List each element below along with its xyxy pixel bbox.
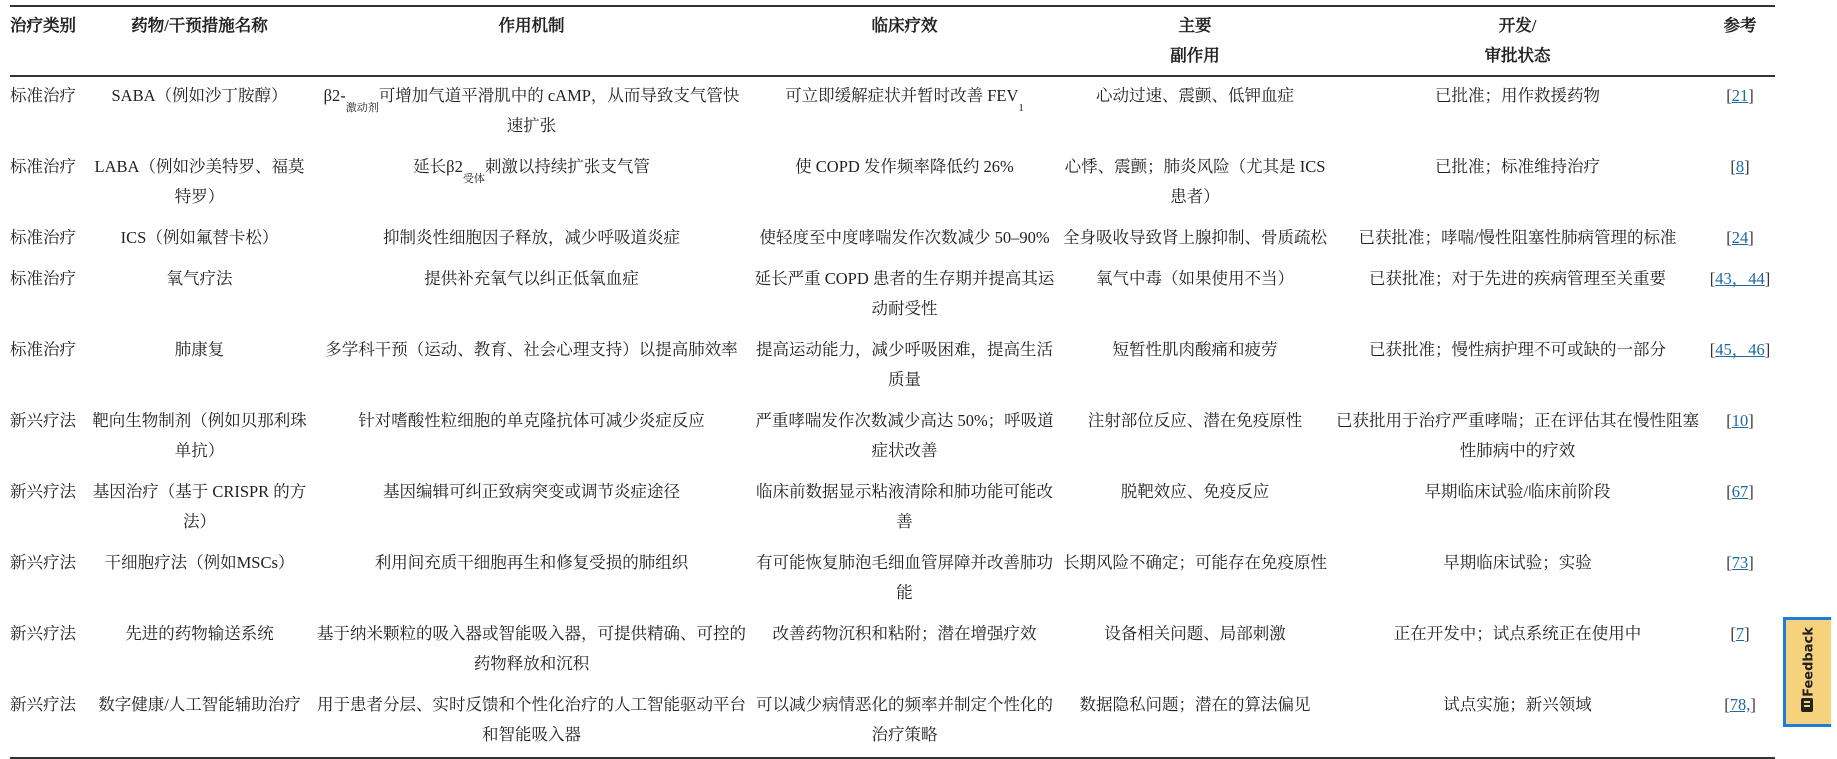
ref-bracket-open: [ (1726, 86, 1732, 105)
reference-link[interactable]: 67 (1731, 482, 1749, 501)
cell-category (10, 402, 85, 473)
name-text: SABA（例如沙丁胺醇） (111, 86, 288, 105)
efficacy-text: 有可能恢复肺泡毛细血管屏障并改善肺功能 (756, 553, 1053, 602)
cell-status (1330, 544, 1705, 615)
reference-link[interactable]: 7 (1735, 624, 1745, 643)
cell-side-effects (1060, 544, 1330, 615)
category-text: 标准治疗 (10, 157, 76, 176)
cell-status (1330, 402, 1705, 473)
status-text: 已批准；用作救援药物 (1435, 86, 1600, 105)
cell-side-effects (1060, 331, 1330, 402)
cell-reference (1705, 260, 1775, 331)
cell-reference (1705, 544, 1775, 615)
mechanism-subscript: 激动剂 (345, 102, 379, 114)
therapy-table (10, 5, 1775, 759)
cell-mechanism (314, 686, 749, 758)
mechanism-text-pre: β2- (323, 86, 346, 105)
side-effects-text: 长期风险不确定；可能存在免疫原性 (1063, 553, 1327, 572)
cell-mechanism (314, 473, 749, 544)
cell-side-effects (1060, 402, 1330, 473)
status-text: 正在开发中；试点系统正在使用中 (1393, 624, 1642, 643)
cell-reference (1705, 686, 1775, 758)
side-effects-text: 心悸、震颤；肺炎风险（尤其是 ICS 患者） (1064, 157, 1326, 206)
cell-reference (1705, 473, 1775, 544)
efficacy-text: 严重哮喘发作次数减少高达 50%；呼吸道症状改善 (755, 411, 1054, 460)
cell-efficacy (749, 686, 1060, 758)
efficacy-text: 提高运动能力，减少呼吸困难，提高生活质量 (756, 340, 1053, 389)
side-effects-text: 脱靶效应、免疫反应 (1120, 482, 1270, 501)
cell-status (1330, 219, 1705, 260)
cell-side-effects (1060, 219, 1330, 260)
cell-status (1330, 260, 1705, 331)
cell-mechanism (314, 544, 749, 615)
ref-bracket-open: [ (1726, 482, 1732, 501)
efficacy-text: 可立即缓解症状并暂时改善 FEV (785, 86, 1019, 105)
side-effects-text: 注射部位反应、潜在免疫原性 (1087, 411, 1303, 430)
name-text: 肺康复 (174, 340, 225, 359)
header-approval-status: 开发/ 审批状态 (1484, 16, 1551, 65)
cell-category (10, 686, 85, 758)
cell-status (1330, 473, 1705, 544)
reference-link[interactable]: 24 (1731, 228, 1749, 247)
mechanism-text: 提供补充氧气以纠正低氧血症 (424, 269, 639, 288)
feedback-button[interactable] (1783, 617, 1831, 727)
efficacy-subscript: 1 (1018, 102, 1024, 114)
cell-mechanism (314, 148, 749, 219)
cell-side-effects (1060, 260, 1330, 331)
cell-status (1330, 686, 1705, 758)
ref-bracket-open: [ (1724, 695, 1730, 714)
table-row (10, 331, 1775, 402)
cell-status (1330, 331, 1705, 402)
header-reference: 参考 (1723, 16, 1757, 35)
cell-category (10, 615, 85, 686)
cell-mechanism (314, 402, 749, 473)
cell-status (1330, 148, 1705, 219)
category-text: 新兴疗法 (10, 482, 76, 501)
cell-side-effects (1060, 148, 1330, 219)
mechanism-text: 基因编辑可纠正致病突变或调节炎症途径 (383, 482, 680, 501)
status-text: 试点实施；新兴领域 (1443, 695, 1592, 714)
cell-efficacy (749, 544, 1060, 615)
ref-bracket-open: [ (1726, 553, 1732, 572)
ref-bracket-open: [ (1726, 411, 1732, 430)
name-text: 靶向生物制剂（例如贝那利珠单抗） (92, 411, 307, 460)
category-text: 标准治疗 (10, 228, 76, 247)
cell-name (85, 544, 314, 615)
cell-category (10, 148, 85, 219)
cell-reference (1705, 615, 1775, 686)
table-row (10, 260, 1775, 331)
cell-reference (1705, 76, 1775, 148)
table-row (10, 473, 1775, 544)
category-text: 标准治疗 (10, 269, 76, 288)
name-text: 数字健康/人工智能辅助治疗 (98, 695, 301, 714)
cell-category (10, 473, 85, 544)
ref-bracket-close: ] (1764, 340, 1771, 359)
category-text: 标准治疗 (10, 340, 76, 359)
cell-reference (1705, 402, 1775, 473)
cell-efficacy (749, 473, 1060, 544)
ref-bracket-open: [ (1730, 624, 1736, 643)
cell-efficacy (749, 148, 1060, 219)
status-text: 早期临床试验/临床前阶段 (1424, 482, 1611, 501)
name-text: ICS（例如氟替卡松） (120, 228, 279, 247)
status-text: 已获批准；哮喘/慢性阻塞性肺病管理的标准 (1358, 228, 1677, 247)
mechanism-text: 多学科干预（运动、教育、社会心理支持）以提高肺效率 (325, 340, 738, 359)
cell-name (85, 331, 314, 402)
cell-efficacy (749, 76, 1060, 148)
cell-category (10, 260, 85, 331)
cell-mechanism (314, 260, 749, 331)
header-side-effects: 主要 副作用 (1170, 16, 1220, 65)
cell-name (85, 402, 314, 473)
cell-side-effects (1060, 76, 1330, 148)
cell-mechanism (314, 76, 749, 148)
ref-bracket-open: [ (1709, 269, 1716, 288)
mechanism-text: 可增加气道平滑肌中的 cAMP，从而导致支气管快速扩张 (378, 86, 740, 135)
cell-category (10, 331, 85, 402)
efficacy-text: 改善药物沉积和粘附；潜在增强疗效 (772, 624, 1037, 643)
cell-name (85, 615, 314, 686)
ref-bracket-close: ] (1748, 86, 1754, 105)
reference-link[interactable]: 73 (1731, 553, 1749, 572)
mechanism-text: 用于患者分层、实时反馈和个性化治疗的人工智能驱动平台和智能吸入器 (317, 695, 746, 744)
cell-name (85, 148, 314, 219)
side-effects-text: 设备相关问题、局部刺激 (1104, 624, 1286, 643)
reference-link[interactable]: 43，44 (1715, 269, 1765, 288)
status-text: 已获批准；慢性病护理不可或缺的一部分 (1369, 340, 1666, 359)
category-text: 新兴疗法 (10, 624, 76, 643)
cell-side-effects (1060, 615, 1330, 686)
name-text: 基因治疗（基于 CRISPR 的方法） (92, 482, 307, 531)
ref-bracket-open: [ (1726, 228, 1732, 247)
status-text: 早期临床试验；实验 (1443, 553, 1592, 572)
table-row (10, 615, 1775, 686)
cell-efficacy (749, 331, 1060, 402)
mechanism-text: 基于纳米颗粒的吸入器或智能吸入器，可提供精确、可控的药物释放和沉积 (317, 624, 746, 673)
category-text: 标准治疗 (10, 86, 76, 105)
reference-link[interactable]: 10 (1731, 411, 1749, 430)
name-text: 干细胞疗法（例如MSCs） (104, 553, 295, 572)
status-text: 已批准；标准维持治疗 (1435, 157, 1600, 176)
ref-bracket-open: [ (1730, 157, 1736, 176)
cell-mechanism (314, 615, 749, 686)
cell-reference (1705, 331, 1775, 402)
table-row (10, 148, 1775, 219)
efficacy-text: 可以减少病情恶化的频率并制定个性化的治疗策略 (756, 695, 1053, 744)
reference-link[interactable]: 78, (1729, 695, 1751, 714)
cell-efficacy (749, 219, 1060, 260)
cell-name (85, 76, 314, 148)
ref-bracket-close: ] (1764, 269, 1771, 288)
reference-link[interactable]: 21 (1731, 86, 1749, 105)
header-clinical-efficacy: 临床疗效 (871, 16, 938, 35)
cell-category (10, 76, 85, 148)
mechanism-text: 刺激以持续扩张支气管 (484, 157, 650, 176)
ref-bracket-close: ] (1744, 624, 1750, 643)
mechanism-subscript: 受体 (462, 173, 485, 185)
category-text: 新兴疗法 (10, 695, 76, 714)
cell-name (85, 260, 314, 331)
table-row (10, 402, 1775, 473)
cell-reference (1705, 148, 1775, 219)
header-category: 治疗类别 (10, 16, 76, 35)
side-effects-text: 心动过速、震颤、低钾血症 (1096, 86, 1294, 105)
cell-name (85, 686, 314, 758)
efficacy-text: 使 COPD 发作频率降低约 26% (795, 157, 1014, 176)
side-effects-text: 氧气中毒（如果使用不当） (1096, 269, 1294, 288)
mechanism-text: 利用间充质干细胞再生和修复受损的肺组织 (374, 553, 689, 572)
mechanism-text: 针对嗜酸性粒细胞的单克隆抗体可减少炎症反应 (358, 411, 705, 430)
category-text: 新兴疗法 (10, 553, 76, 572)
ref-bracket-close: ] (1748, 228, 1754, 247)
cell-name (85, 473, 314, 544)
side-effects-text: 数据隐私问题；潜在的算法偏见 (1079, 695, 1311, 714)
header-mechanism: 作用机制 (498, 16, 565, 35)
ref-bracket-close: ] (1748, 553, 1754, 572)
cell-reference (1705, 219, 1775, 260)
ref-bracket-open: [ (1709, 340, 1716, 359)
mechanism-text: 抑制炎性细胞因子释放，减少呼吸道炎症 (383, 228, 680, 247)
table-row (10, 219, 1775, 260)
ref-bracket-close: ] (1750, 695, 1756, 714)
mechanism-text-pre: 延长β2 (413, 157, 463, 176)
cell-category (10, 219, 85, 260)
cell-side-effects (1060, 686, 1330, 758)
cell-mechanism (314, 219, 749, 260)
ref-bracket-close: ] (1744, 157, 1750, 176)
feedback-icon (1801, 698, 1813, 712)
table-row (10, 76, 1775, 148)
header-row (10, 6, 1775, 76)
efficacy-text: 临床前数据显示粘液清除和肺功能可能改善 (756, 482, 1053, 531)
name-text: LABA（例如沙美特罗、福莫特罗） (94, 157, 305, 206)
cell-status (1330, 615, 1705, 686)
cell-efficacy (749, 260, 1060, 331)
cell-efficacy (749, 615, 1060, 686)
status-text: 已获批用于治疗严重哮喘；正在评估其在慢性阻塞性肺病中的疗效 (1336, 411, 1699, 460)
ref-bracket-close: ] (1748, 482, 1754, 501)
header-name: 药物/干预措施名称 (131, 16, 268, 35)
category-text: 新兴疗法 (10, 411, 76, 430)
cell-category (10, 544, 85, 615)
reference-link[interactable]: 45，46 (1715, 340, 1765, 359)
cell-mechanism (314, 331, 749, 402)
status-text: 已获批准；对于先进的疾病管理至关重要 (1369, 269, 1666, 288)
table-row (10, 544, 1775, 615)
ref-bracket-close: ] (1748, 411, 1754, 430)
efficacy-text: 延长严重 COPD 患者的生存期并提高其运动耐受性 (754, 269, 1055, 318)
cell-name (85, 219, 314, 260)
feedback-label: Feedback (1801, 626, 1816, 697)
side-effects-text: 全身吸收导致肾上腺抑制、骨质疏松 (1063, 228, 1327, 247)
name-text: 氧气疗法 (166, 269, 233, 288)
reference-link[interactable]: 8 (1735, 157, 1745, 176)
table-row (10, 686, 1775, 758)
name-text: 先进的药物输送系统 (125, 624, 274, 643)
side-effects-text: 短暂性肌肉酸痛和疲劳 (1112, 340, 1278, 359)
cell-side-effects (1060, 473, 1330, 544)
efficacy-text: 使轻度至中度哮喘发作次数减少 50–90% (759, 228, 1050, 247)
cell-status (1330, 76, 1705, 148)
cell-efficacy (749, 402, 1060, 473)
